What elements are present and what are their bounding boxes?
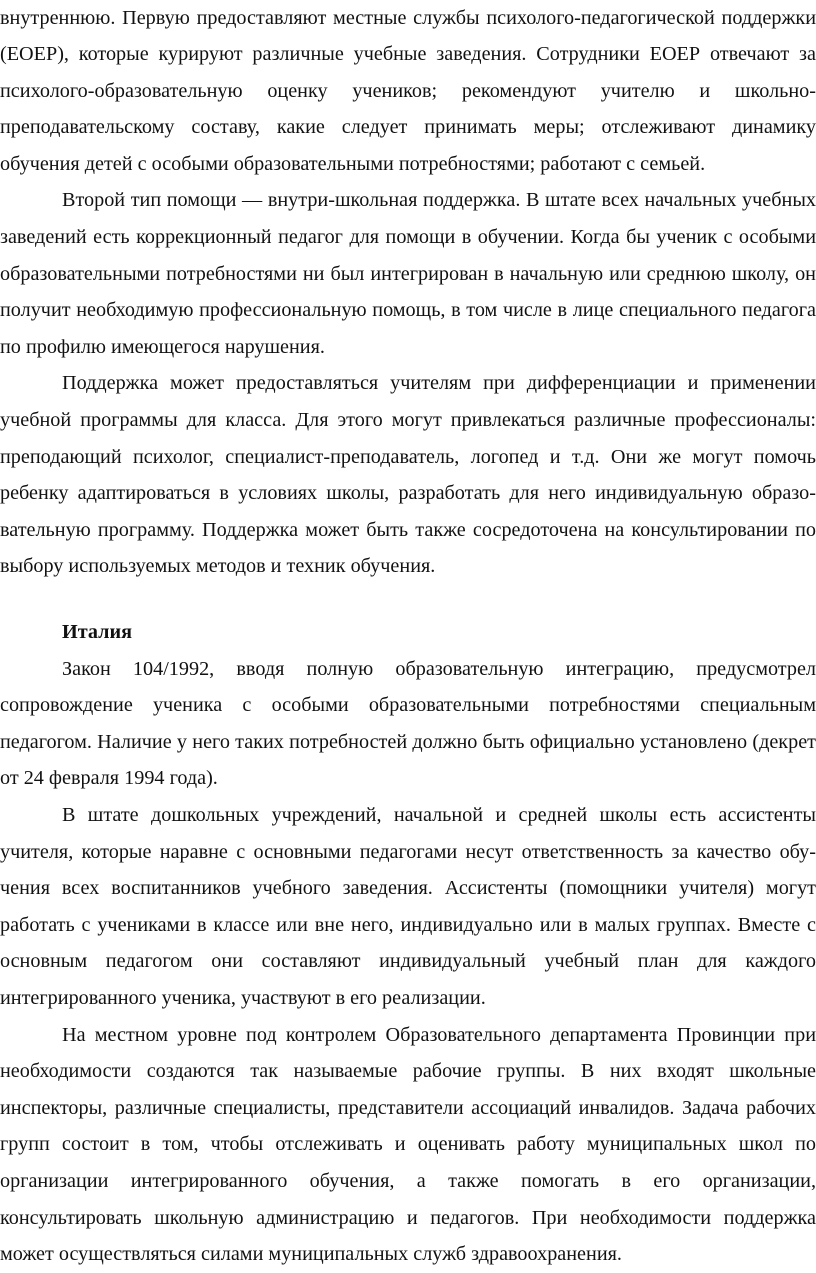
paragraph-in-school-support: Второй тип помощи — внутри-школьная поддержка. В штате всех начальных учебных заведений есть коррекционный педагог для помощи в обучении. Когда бы ученик с особыми образовательными потребностями ни был интегрирован в начальную или среднюю школу, он получит необходимую профессиональную помощь, в том числе в лице специального педагога по профилю имеющегося нарушения. bbox=[0, 189, 816, 358]
paragraph-teacher-assistants: В штате дошкольных учреждений, начальной и средней школы есть ассистенты учителя, которые наравне с основными педагогами несут ответственность за качество обучения всех воспитанников учебного заведения. Ассистенты (помощники учителя) могут работать с учениками в классе или вне него, индивидуально или в малых группах. Вместе с основным педагогом они составляют индивидуальный учебный план для каждого интегрированного ученика, участвуют в его реализации. bbox=[0, 803, 816, 1009]
paragraph-working-groups: На местном уровне под контролем Образовательного департамента Провинции при необходимости создаются так называемые рабочие группы. В них входят школьные инспекторы, различные специалисты, представители ассоциаций инвалидов. Задача рабочих групп состоит в том, чтобы отслеживать и оценивать работу муниципальных школ по организации интегрированного обучения, а также помогать в его организации, консультировать школьную администрацию и педагогов. При необходимости поддержка может осуществляться силами муниципальных служб здравоохранения. bbox=[0, 1023, 816, 1266]
paragraph-eoer-services: внутреннюю. Первую предоставляют местные службы психолого-педагогической поддержки (ЕОЕР), которые курируют различные учебные заведения. Сотрудники ЕОЕР отвечают за психолого-образовательную оценку учеников; рекомендуют учителю и школьно-преподавательскому составу, какие следует принимать меры; отслеживают динамику обучения детей с особыми образовательными потребностями; работают с семьей. bbox=[0, 6, 816, 175]
paragraph-teacher-support: Поддержка может предоставляться учителям при дифференциации и применении учебной программы для класса. Для этого могут привлекаться различные профессионалы: преподающий психолог, специалист-преподаватель, логопед и т.д. Они же могут помочь ребенку адаптироваться в условиях школы, разработать для него индивидуальную образовательную программу. Поддержка может быть также сосредоточена на консультировании по выбору используемых методов и техник обучения. bbox=[0, 372, 816, 578]
paragraph-law-104: Закон 104/1992, вводя полную образовательную интеграцию, предусмотрел сопровождение ученика с особыми образовательными потребностями специальным педагогом. Наличие у него таких потребностей должно быть официально установлено (декрет от 24 февраля 1994 года). bbox=[0, 657, 816, 790]
section-heading-italy: Италия bbox=[62, 621, 133, 643]
